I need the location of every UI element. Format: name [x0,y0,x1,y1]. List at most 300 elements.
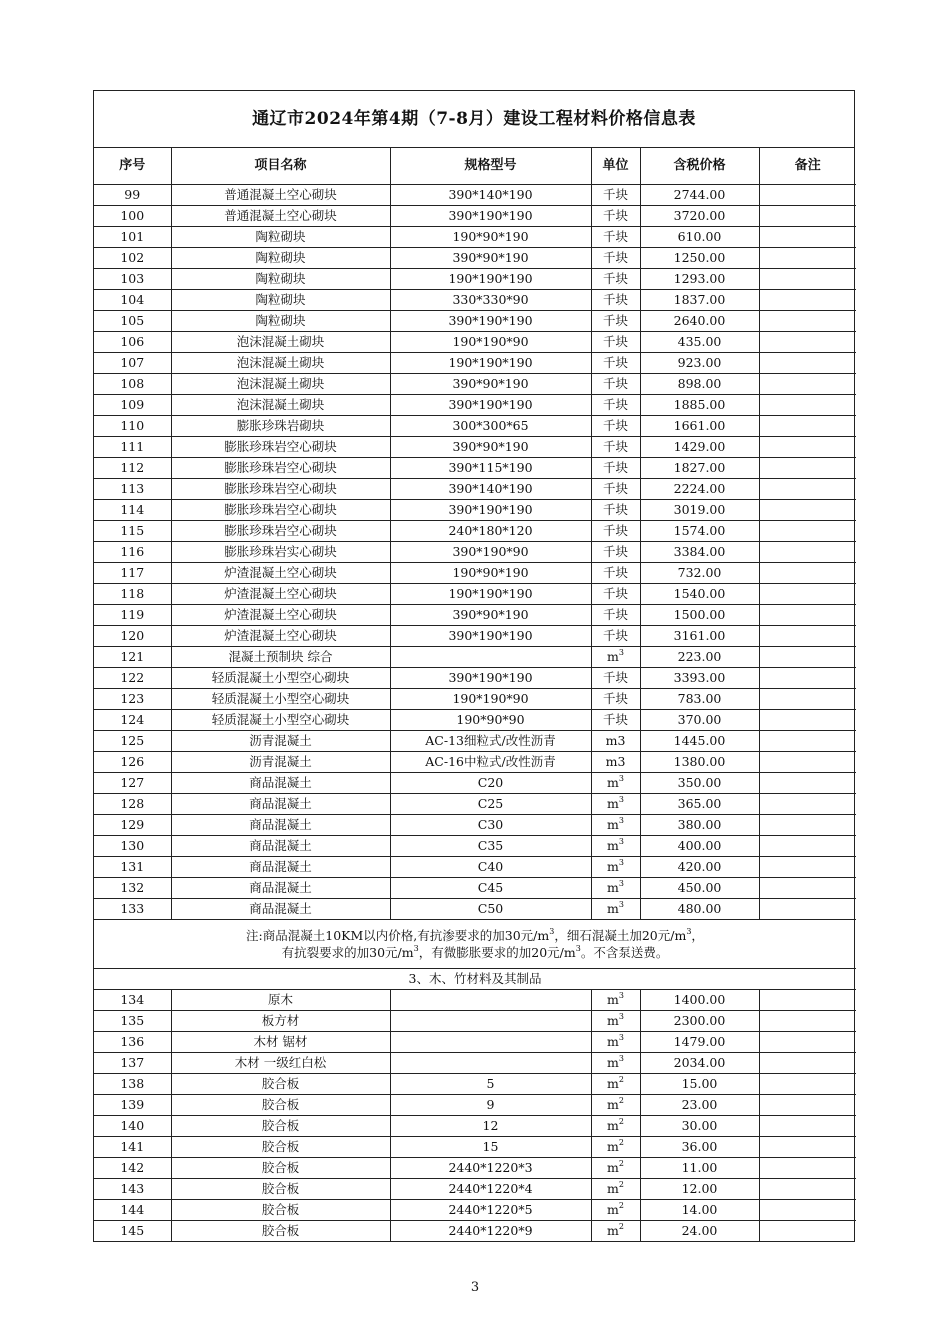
cell-spec: AC-16中粒式/改性沥青 [390,752,591,773]
cell-price: 923.00 [640,353,759,374]
cell-no: 113 [94,479,171,500]
header-remark: 备注 [759,148,856,185]
cell-remark [759,395,856,416]
cell-spec: 190*190*190 [390,584,591,605]
cell-name: 膨胀珍珠岩空心砌块 [171,521,390,542]
cell-name: 商品混凝土 [171,899,390,920]
cell-spec: 190*90*190 [390,227,591,248]
table-row [94,206,856,227]
cell-name: 陶粒砌块 [171,290,390,311]
table-row [94,227,856,248]
cell-name: 胶合板 [171,1074,390,1095]
cell-no: 112 [94,458,171,479]
cell-spec [390,990,591,1011]
unit-text: m [607,775,619,790]
cell-no: 119 [94,605,171,626]
cell-name: 膨胀珍珠岩空心砌块 [171,458,390,479]
cell-no: 111 [94,437,171,458]
table-row [94,416,856,437]
cell-unit [591,500,640,521]
cell-spec: 190*90*190 [390,563,591,584]
cell-price: 1837.00 [640,290,759,311]
unit-text: m [607,1181,619,1196]
cell-name: 炉渣混凝土空心砌块 [171,563,390,584]
cell-name: 陶粒砌块 [171,311,390,332]
cell-remark [759,1032,856,1053]
table-row [94,836,856,857]
cell-spec: 330*330*90 [390,290,591,311]
table-row [94,626,856,647]
unit-text: m [607,1118,619,1133]
unit-text: 千块 [602,502,628,517]
table-row [94,563,856,584]
cell-price: 36.00 [640,1137,759,1158]
note-sup: 3 [549,927,555,936]
cell-spec: 190*190*90 [390,689,591,710]
cell-remark [759,668,856,689]
cell-unit [591,1221,640,1242]
cell-name: 泡沫混凝土砌块 [171,353,390,374]
unit-text: 千块 [602,544,628,559]
cell-remark [759,185,856,206]
cell-remark [759,479,856,500]
cell-name: 商品混凝土 [171,794,390,815]
cell-unit [591,668,640,689]
cell-spec: 390*190*190 [390,626,591,647]
cell-spec: 9 [390,1095,591,1116]
cell-unit [591,248,640,269]
price-table [94,148,856,1241]
cell-remark [759,1179,856,1200]
cell-unit [591,857,640,878]
header-row [94,148,856,185]
unit-superscript: 2 [618,1138,624,1147]
table-row [94,710,856,731]
cell-price: 450.00 [640,878,759,899]
cell-remark [759,269,856,290]
header-price: 含税价格 [640,148,759,185]
cell-price: 1885.00 [640,395,759,416]
table-row [94,731,856,752]
cell-remark [759,1221,856,1242]
unit-superscript: 3 [618,879,624,888]
section-row [94,969,856,990]
table-row [94,1137,856,1158]
cell-no: 115 [94,521,171,542]
cell-remark [759,374,856,395]
cell-no: 141 [94,1137,171,1158]
cell-remark [759,311,856,332]
cell-name: 泡沫混凝土砌块 [171,332,390,353]
cell-spec: 15 [390,1137,591,1158]
cell-remark [759,206,856,227]
unit-text: m [607,901,619,916]
cell-price: 3720.00 [640,206,759,227]
cell-no: 103 [94,269,171,290]
cell-name: 胶合板 [171,1200,390,1221]
unit-text: 千块 [602,208,628,223]
cell-unit [591,605,640,626]
cell-remark [759,626,856,647]
cell-spec: 390*140*190 [390,479,591,500]
cell-unit [591,1116,640,1137]
cell-price: 610.00 [640,227,759,248]
cell-remark [759,500,856,521]
cell-unit [591,878,640,899]
cell-remark [759,1158,856,1179]
unit-text: m [607,1034,619,1049]
cell-spec: 390*140*190 [390,185,591,206]
cell-spec: 390*190*190 [390,311,591,332]
unit-text: 千块 [602,628,628,643]
cell-remark [759,332,856,353]
cell-unit [591,437,640,458]
cell-no: 136 [94,1032,171,1053]
cell-unit [591,1032,640,1053]
cell-no: 120 [94,626,171,647]
cell-spec: 390*90*190 [390,437,591,458]
table-row [94,311,856,332]
unit-text: m [607,1013,619,1028]
cell-name: 膨胀珍珠岩空心砌块 [171,500,390,521]
table-row [94,815,856,836]
unit-text: m [607,1055,619,1070]
cell-name: 木材 锯材 [171,1032,390,1053]
cell-price: 2300.00 [640,1011,759,1032]
cell-remark [759,689,856,710]
cell-unit [591,563,640,584]
cell-price: 3384.00 [640,542,759,563]
table-row [94,899,856,920]
cell-unit [591,647,640,668]
cell-remark [759,836,856,857]
table-row [94,500,856,521]
cell-no: 137 [94,1053,171,1074]
cell-remark [759,1095,856,1116]
cell-name: 炉渣混凝土空心砌块 [171,626,390,647]
table-row [94,479,856,500]
unit-superscript: 2 [618,1075,624,1084]
cell-remark [759,710,856,731]
cell-no: 106 [94,332,171,353]
unit-superscript: 3 [618,858,624,867]
unit-text: 千块 [602,691,628,706]
cell-name: 商品混凝土 [171,815,390,836]
cell-name: 普通混凝土空心砌块 [171,206,390,227]
unit-text: m [607,1202,619,1217]
cell-unit [591,731,640,752]
cell-unit [591,1074,640,1095]
table-row [94,647,856,668]
cell-no: 144 [94,1200,171,1221]
cell-remark [759,290,856,311]
cell-price: 1479.00 [640,1032,759,1053]
cell-spec: 300*300*65 [390,416,591,437]
cell-price: 14.00 [640,1200,759,1221]
cell-name: 商品混凝土 [171,836,390,857]
header-spec: 规格型号 [390,148,591,185]
unit-text: 千块 [602,271,628,286]
cell-spec [390,647,591,668]
table-row [94,374,856,395]
unit-superscript: 3 [618,991,624,1000]
cell-name: 炉渣混凝土空心砌块 [171,605,390,626]
cell-price: 3393.00 [640,668,759,689]
cell-no: 118 [94,584,171,605]
cell-price: 1445.00 [640,731,759,752]
header-no: 序号 [94,148,171,185]
cell-remark [759,990,856,1011]
cell-spec: 390*190*190 [390,668,591,689]
cell-no: 124 [94,710,171,731]
cell-remark [759,731,856,752]
unit-text: 千块 [602,355,628,370]
cell-spec: 390*90*190 [390,374,591,395]
cell-price: 30.00 [640,1116,759,1137]
cell-name: 轻质混凝土小型空心砌块 [171,689,390,710]
unit-superscript: 2 [618,1180,624,1189]
cell-spec: 190*190*190 [390,353,591,374]
cell-spec: 390*190*190 [390,206,591,227]
cell-no: 135 [94,1011,171,1032]
unit-text: m [607,1139,619,1154]
page-title: 通辽市2024年第4期（7-8月）建设工程材料价格信息表 [94,91,854,148]
cell-unit [591,332,640,353]
cell-name: 沥青混凝土 [171,752,390,773]
cell-unit [591,689,640,710]
cell-remark [759,227,856,248]
unit-text: 千块 [602,376,628,391]
cell-price: 1540.00 [640,584,759,605]
cell-name: 陶粒砌块 [171,248,390,269]
unit-text: m [607,817,619,832]
unit-superscript: 2 [618,1117,624,1126]
cell-no: 129 [94,815,171,836]
cell-spec [390,1032,591,1053]
cell-name: 商品混凝土 [171,878,390,899]
cell-no: 114 [94,500,171,521]
cell-remark [759,647,856,668]
unit-superscript: 3 [618,795,624,804]
cell-unit [591,584,640,605]
cell-price: 1429.00 [640,437,759,458]
cell-name: 胶合板 [171,1158,390,1179]
cell-remark [759,437,856,458]
cell-spec: 190*190*90 [390,332,591,353]
cell-spec [390,1053,591,1074]
cell-unit [591,269,640,290]
cell-price: 223.00 [640,647,759,668]
cell-unit [591,794,640,815]
cell-remark [759,1137,856,1158]
table-row [94,1074,856,1095]
cell-price: 1293.00 [640,269,759,290]
cell-price: 3161.00 [640,626,759,647]
table-row [94,1221,856,1242]
unit-text: 千块 [602,229,628,244]
cell-remark [759,353,856,374]
cell-name: 泡沫混凝土砌块 [171,374,390,395]
cell-remark [759,521,856,542]
cell-price: 3019.00 [640,500,759,521]
table-row [94,395,856,416]
cell-unit [591,990,640,1011]
cell-spec: C50 [390,899,591,920]
cell-unit [591,1200,640,1221]
cell-name: 沥青混凝土 [171,731,390,752]
unit-text: m [607,1223,619,1238]
note-text: ，有微膨胀要求的加20元/m [418,945,576,960]
cell-name: 轻质混凝土小型空心砌块 [171,710,390,731]
cell-remark [759,1011,856,1032]
cell-name: 陶粒砌块 [171,227,390,248]
cell-spec: 190*190*190 [390,269,591,290]
header-unit: 单位 [591,148,640,185]
cell-price: 732.00 [640,563,759,584]
cell-price: 370.00 [640,710,759,731]
cell-spec: 5 [390,1074,591,1095]
unit-text: m [607,880,619,895]
cell-spec: 12 [390,1116,591,1137]
cell-name: 原木 [171,990,390,1011]
unit-text: m [607,796,619,811]
cell-remark [759,542,856,563]
unit-text: 千块 [602,607,628,622]
table-row [94,1179,856,1200]
table-row [94,1095,856,1116]
cell-spec: 190*90*90 [390,710,591,731]
cell-remark [759,1116,856,1137]
table-row [94,1053,856,1074]
cell-no: 100 [94,206,171,227]
note-sup: 3 [413,944,419,953]
table-body-a [94,185,856,920]
cell-no: 116 [94,542,171,563]
cell-name: 陶粒砌块 [171,269,390,290]
unit-text: 千块 [602,481,628,496]
table-row [94,878,856,899]
cell-unit [591,626,640,647]
cell-unit [591,311,640,332]
section-title: 3、木、竹材料及其制品 [94,969,856,990]
cell-no: 105 [94,311,171,332]
cell-price: 2034.00 [640,1053,759,1074]
cell-no: 140 [94,1116,171,1137]
cell-remark [759,899,856,920]
cell-no: 117 [94,563,171,584]
cell-no: 99 [94,185,171,206]
cell-no: 122 [94,668,171,689]
unit-text: m3 [605,754,626,769]
cell-price: 23.00 [640,1095,759,1116]
note-text: 。不含泵送费。 [580,945,669,960]
cell-remark [759,1074,856,1095]
cell-price: 1661.00 [640,416,759,437]
cell-name: 胶合板 [171,1095,390,1116]
cell-name: 混凝土预制块 综合 [171,647,390,668]
table-row [94,542,856,563]
cell-no: 101 [94,227,171,248]
cell-no: 110 [94,416,171,437]
cell-spec: C30 [390,815,591,836]
header-name: 项目名称 [171,148,390,185]
cell-spec [390,1011,591,1032]
cell-no: 102 [94,248,171,269]
table-row [94,773,856,794]
cell-price: 2744.00 [640,185,759,206]
cell-remark [759,458,856,479]
cell-spec: 390*90*190 [390,248,591,269]
cell-name: 普通混凝土空心砌块 [171,185,390,206]
cell-no: 132 [94,878,171,899]
cell-name: 胶合板 [171,1179,390,1200]
unit-text: m3 [605,733,626,748]
cell-spec: 2440*1220*4 [390,1179,591,1200]
note-cell [94,920,856,969]
table-row [94,668,856,689]
cell-no: 128 [94,794,171,815]
table-row [94,584,856,605]
unit-text: 千块 [602,187,628,202]
cell-no: 123 [94,689,171,710]
unit-superscript: 2 [618,1159,624,1168]
unit-superscript: 2 [618,1222,624,1231]
cell-price: 2224.00 [640,479,759,500]
cell-price: 365.00 [640,794,759,815]
table-row [94,752,856,773]
cell-unit [591,458,640,479]
cell-no: 104 [94,290,171,311]
unit-text: m [607,1160,619,1175]
cell-price: 1400.00 [640,990,759,1011]
cell-unit [591,206,640,227]
unit-text: 千块 [602,250,628,265]
unit-superscript: 3 [618,837,624,846]
cell-remark [759,815,856,836]
note-text: ，细石混凝土加20元/m [554,928,687,943]
cell-name: 膨胀珍珠岩实心砌块 [171,542,390,563]
cell-price: 1827.00 [640,458,759,479]
unit-text: 千块 [602,439,628,454]
unit-superscript: 2 [618,1201,624,1210]
cell-spec: C25 [390,794,591,815]
cell-unit [591,752,640,773]
cell-price: 350.00 [640,773,759,794]
cell-unit [591,1011,640,1032]
cell-spec: C20 [390,773,591,794]
cell-name: 胶合板 [171,1221,390,1242]
table-row [94,458,856,479]
cell-remark [759,878,856,899]
cell-spec: 390*190*190 [390,500,591,521]
unit-text: 千块 [602,712,628,727]
unit-text: 千块 [602,313,628,328]
cell-spec: 390*115*190 [390,458,591,479]
cell-price: 1574.00 [640,521,759,542]
cell-remark [759,416,856,437]
cell-unit [591,542,640,563]
cell-name: 胶合板 [171,1137,390,1158]
note-sup: 3 [686,927,692,936]
cell-name: 炉渣混凝土空心砌块 [171,584,390,605]
cell-no: 143 [94,1179,171,1200]
table-row [94,290,856,311]
cell-unit [591,374,640,395]
unit-text: 千块 [602,586,628,601]
price-table-sheet [93,90,855,1242]
cell-no: 145 [94,1221,171,1242]
cell-unit [591,353,640,374]
